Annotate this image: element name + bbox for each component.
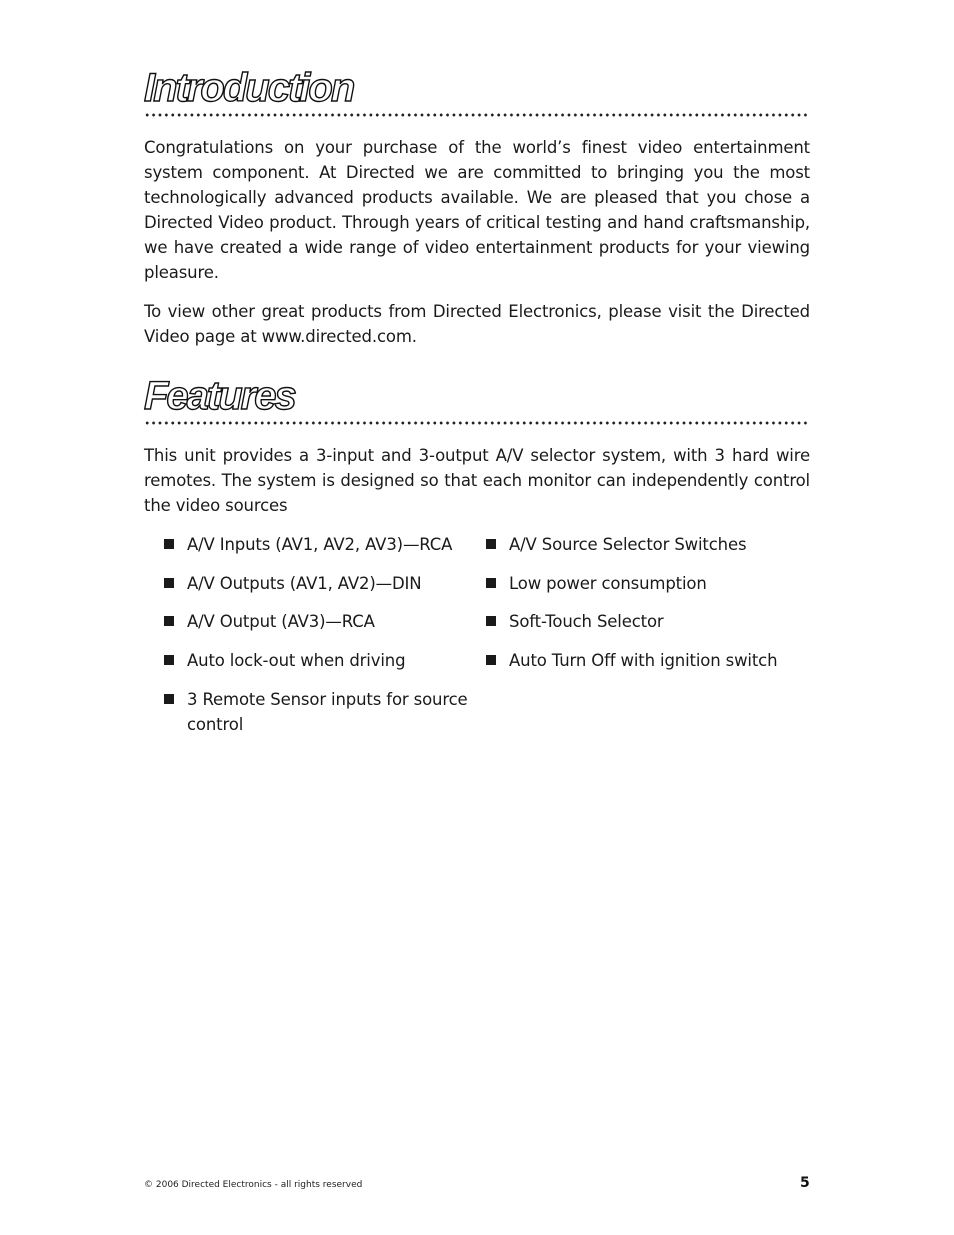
list-item-label: A/V Inputs (AV1, AV2, AV3)—RCA — [187, 535, 453, 554]
list-item — [164, 532, 487, 557]
list-item-label: A/V Source Selector Switches — [509, 535, 747, 554]
square-bullet-icon — [486, 578, 496, 588]
list-item-label: 3 Remote Sensor inputs for source control — [187, 690, 468, 734]
list-item — [164, 648, 487, 673]
list-item — [486, 648, 809, 673]
list-item-label: Soft-Touch Selector — [509, 612, 664, 631]
introduction-section — [144, 66, 810, 117]
introduction-body — [144, 135, 810, 349]
list-item-label: Auto lock-out when driving — [187, 651, 406, 670]
square-bullet-icon — [164, 694, 174, 704]
list-item — [486, 609, 809, 634]
list-item — [164, 571, 487, 596]
features-list — [164, 532, 810, 752]
square-bullet-icon — [164, 578, 174, 588]
features-paragraph: This unit provides a 3-input and 3-output A/V selector system, with 3 hard wire remotes. The system is designed so that each monitor can independently control the video sources — [144, 446, 810, 515]
features-body — [144, 443, 810, 518]
dotted-rule — [144, 421, 810, 425]
square-bullet-icon — [486, 539, 496, 549]
introduction-heading: Introduction — [144, 66, 354, 110]
features-section — [144, 374, 810, 425]
introduction-paragraph-2: To view other great products from Directed Electronics, please visit the Directed Video page at www.directed.com. — [144, 302, 810, 346]
list-item — [164, 687, 472, 737]
square-bullet-icon — [486, 616, 496, 626]
square-bullet-icon — [164, 616, 174, 626]
square-bullet-icon — [164, 655, 174, 665]
list-item — [164, 609, 487, 634]
features-heading: Features — [144, 374, 295, 418]
square-bullet-icon — [164, 539, 174, 549]
square-bullet-icon — [486, 655, 496, 665]
page-number: 5 — [800, 1175, 810, 1191]
list-item — [486, 571, 809, 596]
dotted-rule — [144, 113, 810, 117]
list-item-label: Auto Turn Off with ignition switch — [509, 651, 778, 670]
list-item-label: A/V Outputs (AV1, AV2)—DIN — [187, 574, 422, 593]
introduction-paragraph-1: Congratulations on your purchase of the world’s finest video entertainment system component. At Directed we are committed to bringing you the most technologically advanced products available. We are pleased that you chose a Directed Video product. Through years of critical testing and hand craftsmanship, we have created a wide range of video entertainment products for your viewing pleasure. — [144, 138, 810, 282]
copyright-notice: © 2006 Directed Electronics - all rights reserved — [144, 1180, 363, 1190]
list-item-label: Low power consumption — [509, 574, 707, 593]
list-item — [486, 532, 809, 557]
list-item-label: A/V Output (AV3)—RCA — [187, 612, 375, 631]
